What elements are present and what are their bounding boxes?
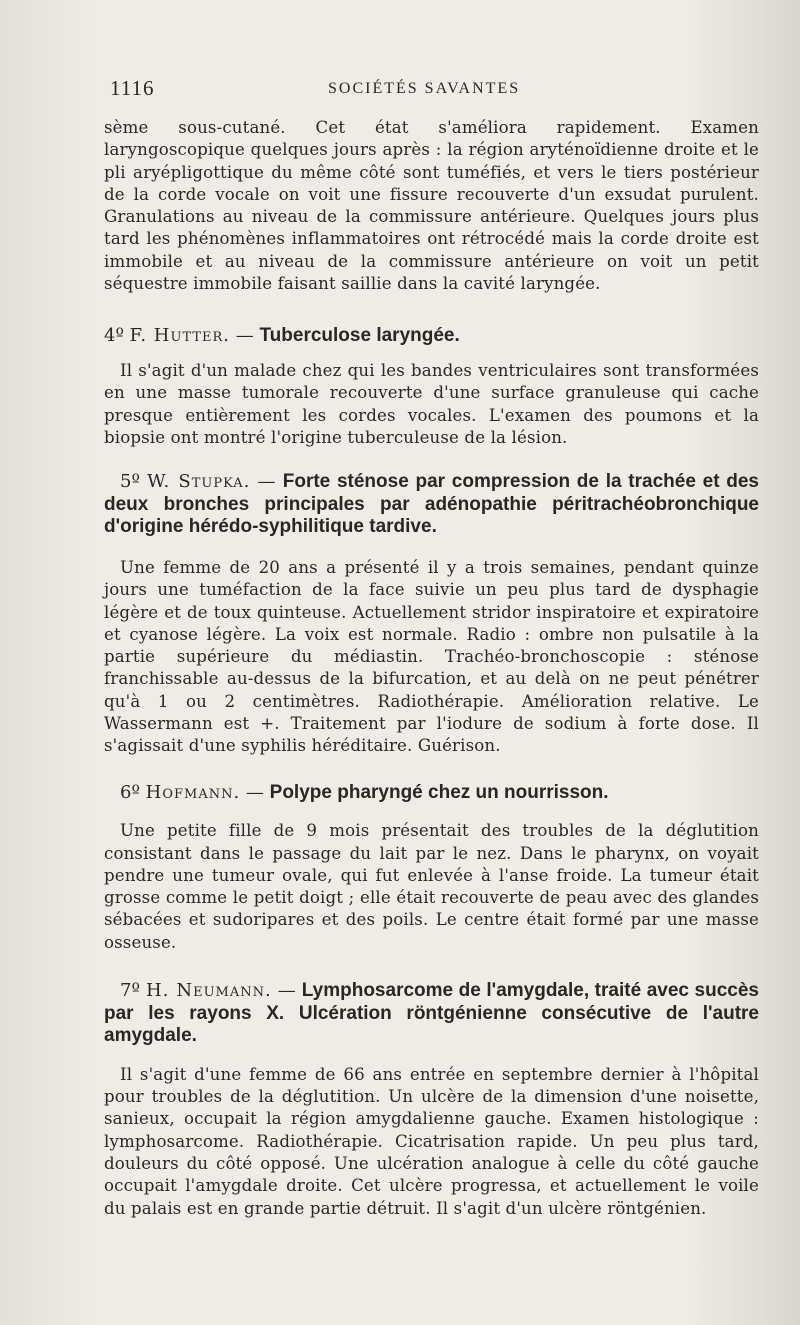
running-head: SOCIÉTÉS SAVANTES bbox=[328, 80, 521, 97]
section-number: 5º bbox=[120, 471, 140, 493]
section-paragraph-6: Une petite fille de 9 mois présentait des troubles de la déglutition consistant dans le passage du lait par le nez. Dans le pharynx, on voyait pendre une tumeur ovale, qui fut enlevée à l'anse froide. La tumeur était grosse comme le petit doigt ; elle était recouverte de peau avec des glandes sébacées et sudoripares et des poils. Le centre était formé par une masse osseuse. bbox=[104, 821, 759, 952]
title-dash: — bbox=[250, 471, 283, 493]
page-number: 1116 bbox=[110, 76, 155, 100]
section-heading: Lymphosarcome de l'amygdale, traité avec succès par les rayons X. Ulcération röntgénienne consécutive de l'autre amygdale. bbox=[104, 979, 759, 1047]
title-dash: — bbox=[230, 325, 260, 347]
section-heading: Polype pharyngé chez un nourrisson. bbox=[269, 781, 609, 803]
section-title-7 bbox=[104, 980, 759, 1048]
continued-paragraph: sème sous-cutané. Cet état s'améliora rapidement. Examen laryngoscopique quelques jours après : la région aryténoïdienne droite et le pli aryépligottique du même côté sont tuméfiés, et vers le tiers postérieur de la corde vocale on voit une fissure recouverte d'un exsudat purulent. Granulations au niveau de la commissure antérieure. Quelques jours plus tard les phénomènes inflammatoires ont rétrocédé mais la corde droite est immobile et au niveau de la commissure antérieure on voit un petit séquestre immobile faisant saillie dans la cavité laryngée. bbox=[104, 118, 759, 294]
section-number: 7º bbox=[120, 979, 140, 1001]
section-author: H. Neumann. bbox=[145, 979, 272, 1001]
section-paragraph-4: Il s'agit d'un malade chez qui les bandes ventriculaires sont transformées en une masse tumorale recouverte d'une surface granuleuse qui cache presque entièrement les cordes vocales. L'examen des poumons et la biopsie ont montré l'origine tuberculeuse de la lésion. bbox=[104, 360, 759, 447]
section-paragraph-5: Une femme de 20 ans a présenté il y a trois semaines, pendant quinze jours une tuméfaction de la face suivie un peu plus tard de dysphagie légère et de toux quinteuse. Actuellement stridor inspiratoire et expiratoire et cyanose légère. La voix est normale. Radio : ombre non pulsatile à la partie supérieure du médiastin. Trachéo-bronchoscopie : sténose franchissable au-dessus de la bifurcation, et au delà on ne peut pénétrer qu'à 1 ou 2 centimètres. Radiothérapie. Amélioration relative. Le Wassermann est +. Traitement par l'iodure de sodium à forte dose. Il s'agissait d'une syphilis héréditaire. Guérison. bbox=[104, 557, 759, 756]
section-number: 6º bbox=[120, 781, 140, 803]
section-author: W. Stupka. bbox=[147, 471, 251, 493]
section-number: 4º bbox=[104, 325, 124, 347]
title-dash: — bbox=[271, 979, 302, 1001]
section-heading: Forte sténose par compression de la trachée et des deux bronches principales par adénopathie péritrachéobronchique d'origine hérédo-syphilitique tardive. bbox=[104, 471, 759, 538]
page-header bbox=[110, 76, 760, 106]
title-dash: — bbox=[240, 781, 270, 803]
section-author: F. Hutter. bbox=[129, 325, 231, 347]
section-heading: Tuberculose laryngée. bbox=[259, 325, 460, 347]
section-title-5 bbox=[104, 471, 759, 539]
section-title-6 bbox=[104, 782, 759, 805]
section-paragraph-7: Il s'agit d'une femme de 66 ans entrée en septembre dernier à l'hôpital pour troubles de la déglutition. Un ulcère de la dimension d'une noisette, sanieux, occupait la région amygdalienne gauche. Examen histologique : lymphosarcome. Radiothérapie. Cicatrisation rapide. Un peu plus tard, douleurs du côté opposé. Une ulcération analogue à celle du côté gauche occupait l'amygdale droite. Cet ulcère progressa, et actuellement le voile du palais est en grande partie détruit. Il s'agit d'un ulcère röntgénien. bbox=[104, 1064, 759, 1218]
section-title-4 bbox=[104, 325, 759, 348]
page-body bbox=[104, 117, 759, 1220]
section-author: Hofmann. bbox=[145, 781, 241, 803]
